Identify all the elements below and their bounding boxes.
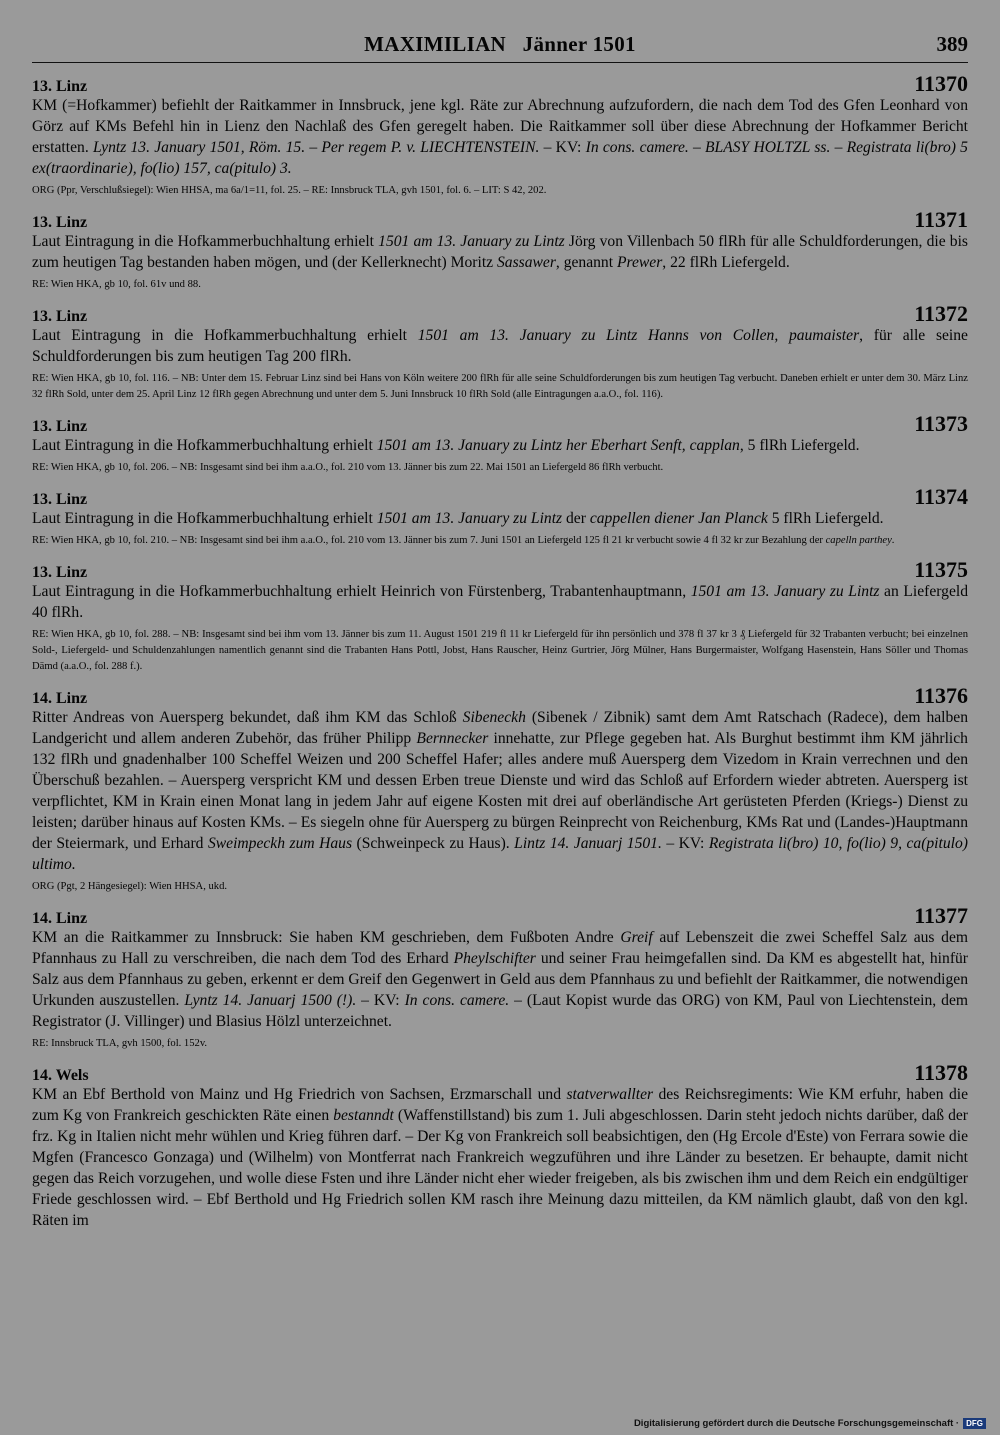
italic-run: 1501 am 13. January zu Lintz	[376, 510, 563, 527]
entry-date-place: 13. Linz	[32, 308, 88, 325]
text-run: – KV:	[539, 139, 586, 156]
text-run: – KV:	[661, 835, 709, 852]
entry-date-place: 13. Linz	[32, 564, 88, 581]
entry-date-place: 13. Linz	[32, 491, 88, 508]
entry-number: 11374	[914, 484, 968, 509]
text-run: Jörg von Villenbach 50 flRh für alle Schuldforderungen, die bis zum heutigen Tag bestanden haben mögen, und (der Kellerknecht) Moritz	[32, 233, 968, 271]
dfg-logo: DFG	[963, 1418, 986, 1429]
text-run: Laut Eintragung in die Hofkammerbuchhaltung erhielt	[32, 233, 379, 250]
text-run: RE: Innsbruck TLA, gvh 1500, fol. 152v.	[32, 1038, 208, 1049]
italic-run: cappellen diener Jan Planck	[589, 510, 768, 527]
entry-heading	[32, 301, 968, 325]
italic-run: Greif	[620, 929, 653, 946]
entry-text	[32, 325, 968, 367]
text-run: – (Laut Kopist wurde das ORG) von KM, Paul von Liechtenstein, dem Registrator (J. Villinger) und Blasius Hölzl unterzeichnet.	[32, 992, 968, 1030]
entry-number: 11371	[914, 207, 968, 232]
text-run: , 5 flRh Liefergeld.	[739, 437, 860, 454]
entry-heading	[32, 411, 968, 435]
italic-run: statverwallter	[566, 1086, 654, 1103]
text-run: 5 flRh Liefergeld.	[767, 510, 884, 527]
entry-heading	[32, 71, 968, 95]
entry-number: 11373	[914, 411, 968, 436]
italic-run: Prewer	[616, 254, 663, 271]
italic-run: Sibeneckh	[462, 709, 526, 726]
entry-text	[32, 707, 968, 875]
entry-date-place: 13. Linz	[32, 418, 88, 435]
text-run: KM an die Raitkammer zu Innsbruck: Sie haben KM geschrieben, dem Fußboten Andre	[32, 929, 621, 946]
italic-run: Pheylschifter	[453, 950, 536, 967]
entry-date-place: 14. Wels	[32, 1067, 89, 1084]
italic-run: In cons. camere. – BLASY HOLTZL ss. – Registrata li(bro) 5 ex(traordinarie), fo(lio) 157, ca(pitulo) 3.	[32, 139, 968, 177]
entry-source-note	[32, 627, 968, 675]
page-title: MAXIMILIAN Jänner 1501	[364, 32, 636, 56]
entry-heading	[32, 484, 968, 508]
italic-run: Sassawer	[496, 254, 556, 271]
text-run: .	[891, 535, 895, 546]
running-head	[32, 30, 968, 63]
text-run: KM (=Hofkammer) befiehlt der Raitkammer in Innsbruck, jene kgl. Räte zur Abrechnung aufzufordern, die nach dem Tod des Gfen Leonhard von Görz auf KMs Befehl hin in Lienz den Nachlaß des Gfen geregelt haben. Die Raitkammer soll über diese Abrechnung der Hofkammer Bericht erstatten.	[32, 97, 968, 156]
entry-number: 11372	[914, 301, 968, 326]
regest-entry	[32, 683, 968, 895]
entry-source-note	[32, 879, 968, 895]
entry-number: 11378	[914, 1060, 968, 1085]
text-run: , 22 flRh Liefergeld.	[662, 254, 790, 271]
italic-run: Lintz 14. Januarj 1501.	[514, 835, 662, 852]
entry-text	[32, 581, 968, 623]
entry-date-place: 13. Linz	[32, 214, 88, 231]
text-run: (Waffenstillstand) bis zum 1. Juli abgeschlossen. Darin steht jedoch nichts darüber, daß der frz. Kg in Italien nicht mehr wühlen und Krieg führen darf. – Der Kg von Frankreich soll beabsichtigen, den (Hg Ercole d'Este) von Ferrara sowie die Mgfen (Francesco Gonzaga) und (Wilhelm) von Montferrat nach Frankreich wegzuführen und ihre Länder zu besetzen. Er behaupte, damit nicht gegen das Reich vorzugehen, und wolle diese Fsten und ihre Länder nicht eher wieder freigeben, als bis zwischen ihm und dem Reich ein endgültiger Friede geschlossen wird. – Ebf Berthold und Hg Friedrich sollen KM rasch ihre Meinung dazu mitteilen, da KM nämlich glaubt, daß von den kgl. Räten im	[32, 1107, 968, 1229]
regest-entry	[32, 411, 968, 476]
italic-run: Bernnecker	[416, 730, 489, 747]
entry-number: 11370	[914, 71, 968, 96]
regest-entry	[32, 207, 968, 293]
text-run: ORG (Pgt, 2 Hängesiegel): Wien HHSA, ukd.	[32, 881, 228, 892]
entry-date-place: 14. Linz	[32, 910, 88, 927]
regest-entry	[32, 484, 968, 549]
regest-entry	[32, 557, 968, 675]
italic-run: 1501 am 13. January zu Lintz	[378, 233, 565, 250]
document-page	[32, 30, 968, 1231]
text-run: , genannt	[555, 254, 617, 271]
text-run: der	[562, 510, 590, 527]
text-run: (Schweinpeck zu Haus).	[352, 835, 515, 852]
entry-source-note	[32, 371, 968, 403]
italic-run: Lyntz 13. January 1501, Röm. 15. – Per regem P. v. LIECHTENSTEIN.	[92, 139, 540, 156]
entry-number: 11377	[914, 903, 968, 928]
text-run: RE: Wien HKA, gb 10, fol. 116. – NB: Unter dem 15. Februar Linz sind bei Hans von Köln weitere 200 flRh für alle seine Schuldforderungen bis zum heutigen Tag verbucht. Daneben erhielt er unter dem 30. März Linz 32 flRh Sold, unter dem 25. April Linz 12 flRh gegen Abrechnung und unter dem 5. Juni Innsbruck 10 flRh Sold (alle Eintragungen a.a.O., fol. 116).	[32, 373, 968, 400]
entry-heading	[32, 683, 968, 707]
footer	[634, 1418, 986, 1429]
italic-run: Lyntz 14. Januarj 1500 (!).	[184, 992, 357, 1009]
text-run: ORG (Ppr, Verschlußsiegel): Wien HHSA, ma 6a/1=11, fol. 25. – RE: Innsbruck TLA, gvh 1501, fol. 6. – LIT: S 42, 202.	[32, 185, 547, 196]
text-run: Ritter Andreas von Auersperg bekundet, daß ihm KM das Schloß	[32, 709, 463, 726]
italic-run: capelln parthey	[825, 535, 892, 546]
entry-text	[32, 435, 968, 456]
entry-list	[32, 71, 968, 1231]
text-run: KM an Ebf Berthold von Mainz und Hg Friedrich von Sachsen, Erzmarschall und	[32, 1086, 567, 1103]
entry-source-note	[32, 183, 968, 199]
italic-run: bestanndt	[333, 1107, 394, 1124]
entry-source-note	[32, 277, 968, 293]
text-run: Laut Eintragung in die Hofkammerbuchhaltung erhielt Heinrich von Fürstenberg, Trabantenhauptmann,	[32, 583, 691, 600]
page-number: 389	[936, 32, 968, 56]
italic-run: In cons. camere.	[404, 992, 510, 1009]
text-run: RE: Wien HKA, gb 10, fol. 206. – NB: Insgesamt sind bei ihm a.a.O., fol. 210 vom 13. Jänner bis zum 22. Mai 1501 an Liefergeld 86 flRh verbucht.	[32, 462, 664, 473]
entry-number: 11376	[914, 683, 968, 708]
italic-run: 1501 am 13. January zu Lintz	[690, 583, 880, 600]
italic-run: 1501 am 13. January zu Lintz her Eberhart Senft, capplan	[376, 437, 740, 454]
text-run: an Liefergeld 40 flRh.	[32, 583, 969, 621]
entry-text	[32, 508, 968, 529]
text-run: Laut Eintragung in die Hofkammerbuchhaltung erhielt	[32, 437, 377, 454]
entry-text	[32, 1084, 968, 1231]
italic-run: Sweimpeckh zum Haus	[207, 835, 353, 852]
entry-heading	[32, 903, 968, 927]
text-run: RE: Wien HKA, gb 10, fol. 288. – NB: Insgesamt sind bei ihm vom 13. Jänner bis zum 11. August 1501 219 fl 11 kr Liefergeld für ihn persönlich und 378 fl 37 kr 3 ₰ Liefergeld für 32 Trabanten verbucht; bei einzelnen Sold-, Liefergeld- und Schuldenzahlungen namentlich genannt sind die Trabanten Hans Pottl, Jobst, Hans Rauscher, Heinz Gurtrier, Jörg Mülner, Hans Burgermaister, Wolfgang Hasenstein, Hans Söller und Thomas Dämd (a.a.O., fol. 288 f.).	[32, 629, 968, 672]
italic-run: Registrata li(bro) 10, fo(lio) 9, ca(pitulo) ultimo.	[32, 835, 968, 873]
text-run: Laut Eintragung in die Hofkammerbuchhaltung erhielt	[32, 510, 377, 527]
text-run: RE: Wien HKA, gb 10, fol. 210. – NB: Insgesamt sind bei ihm a.a.O., fol. 210 vom 13. Jänner bis zum 7. Juni 1501 an Liefergeld 125 fl 21 kr verbucht sowie 4 fl 32 kr zur Bezahlung der	[32, 535, 826, 546]
text-run: – KV:	[356, 992, 405, 1009]
italic-run: 1501 am 13. January zu Lintz Hanns von Collen, paumaister	[417, 327, 860, 344]
entry-source-note	[32, 533, 968, 549]
text-run: und seiner Frau heimgefallen sind. Da KM es abgestellt hat, hinfür Salz aus dem Pfannhaus zu geben, erkennt er dem Greif den Gegenwert in Geld aus dem Pfannhaus zu und befiehlt der Raitkammer, die notwendigen Urkunden auszustellen.	[32, 950, 968, 1009]
entry-date-place: 14. Linz	[32, 690, 88, 707]
entry-number: 11375	[914, 557, 968, 582]
entry-date-place: 13. Linz	[32, 78, 88, 95]
entry-source-note	[32, 460, 968, 476]
text-run: (Sibenek / Zibnik) samt dem Amt Ratschach (Radece), dem halben Landgericht und allem anderen Zubehör, das früher Philipp	[32, 709, 969, 747]
entry-heading	[32, 1060, 968, 1084]
text-run: auf Lebenszeit die zwei Scheffel Salz aus dem Pfannhaus zu Hall zu verschreiben, die nach dem Tod des Erhard	[32, 929, 968, 967]
entry-text	[32, 927, 968, 1032]
text-run: Laut Eintragung in die Hofkammerbuchhaltung erhielt	[32, 327, 418, 344]
footer-credit: Digitalisierung gefördert durch die Deutsche Forschungsgemeinschaft ·	[633, 1418, 960, 1429]
entry-source-note	[32, 1036, 968, 1052]
text-run: , für alle seine Schuldforderungen bis zum heutigen Tag 200 flRh.	[32, 327, 968, 365]
regest-entry	[32, 71, 968, 199]
regest-entry	[32, 301, 968, 403]
text-run: innehatte, zur Pflege gegeben hat. Als Burghut bestimmt ihm KM jährlich 132 flRh und gnadenhalber 100 Scheffel Weizen und 200 Scheffel Hafer; alles andere muß Auersperg dem Vizedom in Krain verrechnen und den Überschuß bezahlen. – Auersperg verspricht KM und dessen Erben treue Dienste und wird das Schloß auf Erfordern wieder abtreten. Auersperg ist verpflichtet, KM in Krain einen Monat lang in jedem Jahr auf eigene Kosten mit drei auf oberländische Art gerüsteten Pferden (Kriegs-) Dienst zu leisten; darüber hinaus auf Kosten KMs. – Es siegeln ohne für Auersperg zu bürgen Reinprecht von Reichenburg, KMs Rat und (Landes-)Hauptmann der Steiermark, und Erhard	[32, 730, 968, 852]
regest-entry	[32, 1060, 968, 1231]
text-run: RE: Wien HKA, gb 10, fol. 61v und 88.	[32, 279, 201, 290]
text-run: des Reichsregiments: Wie KM erfuhr, haben die zum Kg von Frankreich geschickten Räte einen	[32, 1086, 969, 1124]
entry-heading	[32, 207, 968, 231]
entry-text	[32, 231, 968, 273]
entry-text	[32, 95, 968, 179]
entry-heading	[32, 557, 968, 581]
regest-entry	[32, 903, 968, 1052]
